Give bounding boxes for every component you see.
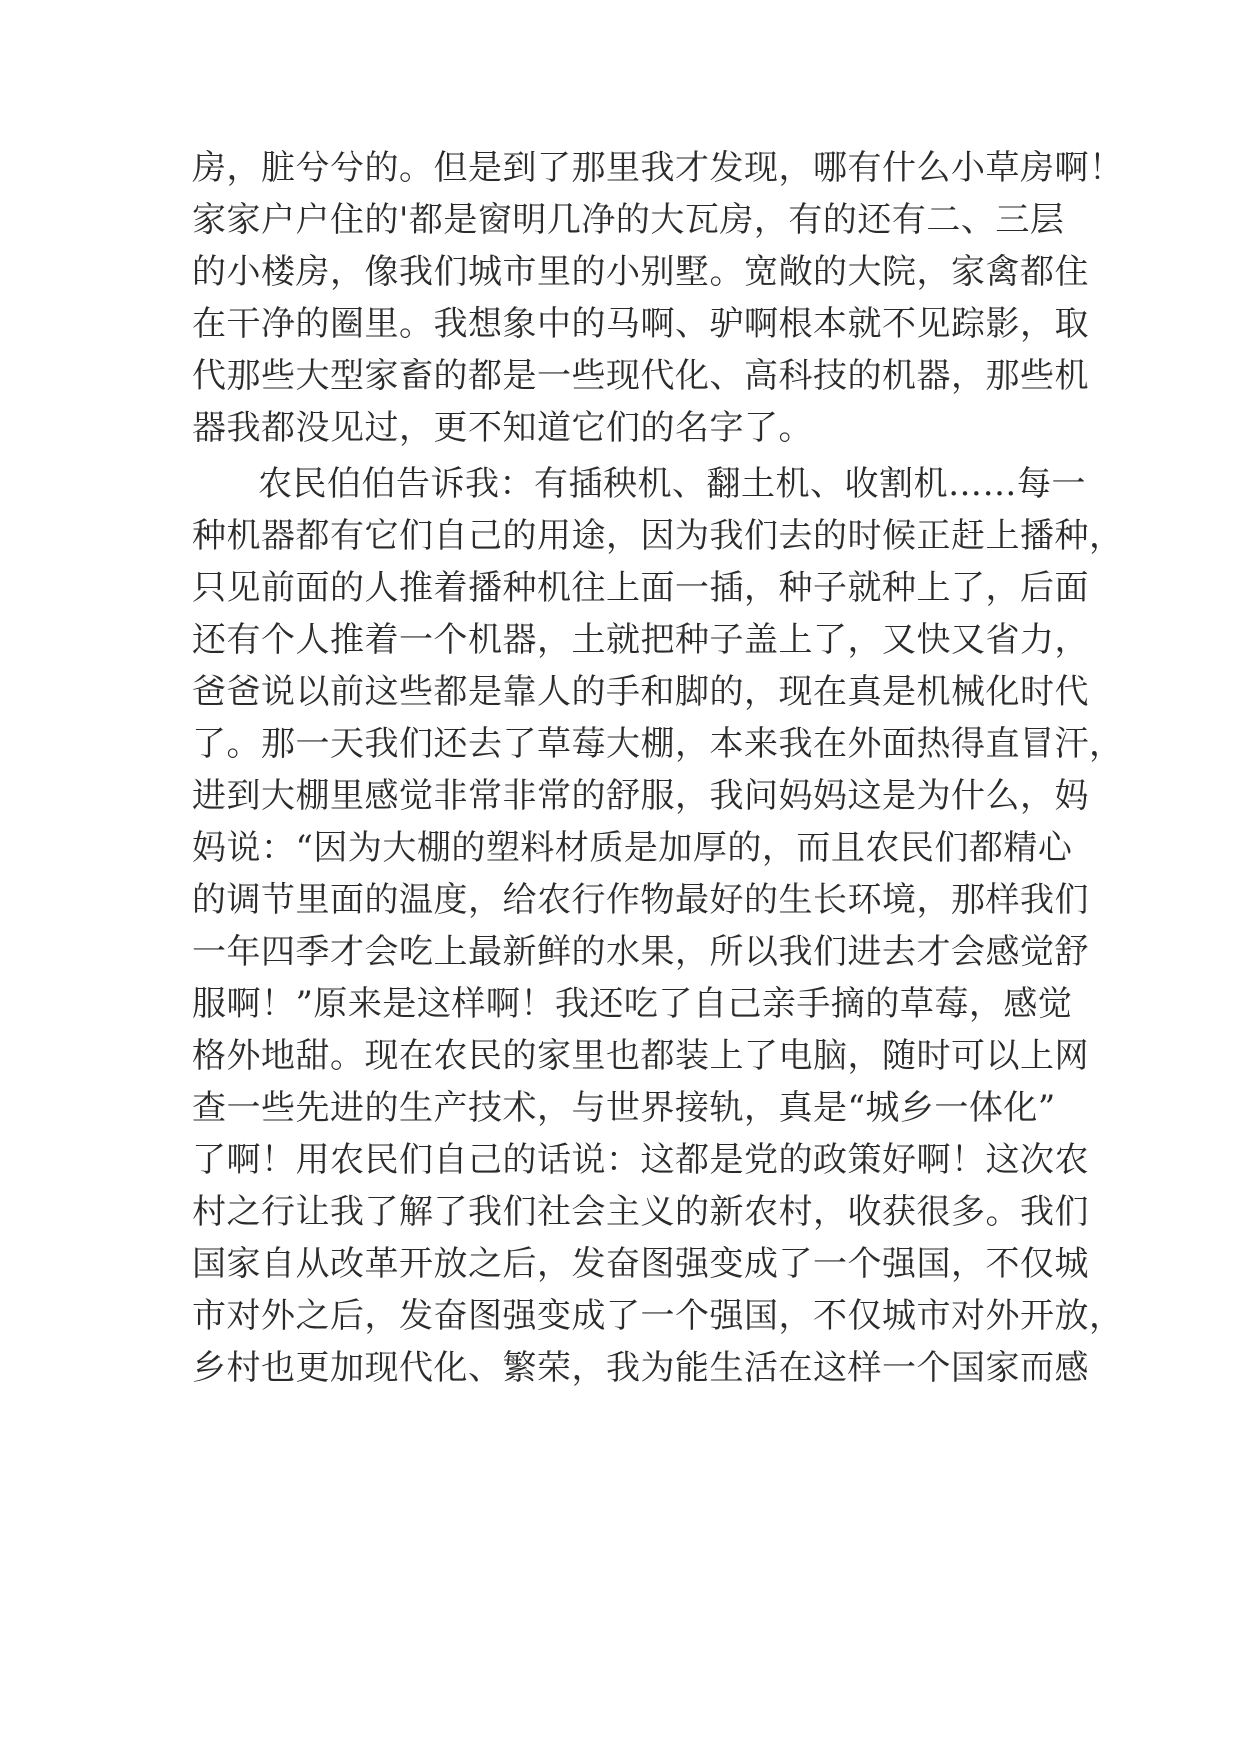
text-line: 乡村也更加现代化、繁荣，我为能生活在这样一个国家而感 bbox=[192, 1348, 1089, 1388]
text-line: 器我都没见过，更不知道它们的名字了。 bbox=[192, 408, 813, 448]
text-line: 种机器都有它们自己的用途，因为我们去的时候正赶上播种， bbox=[192, 516, 1124, 556]
text-line: 村之行让我了解了我们社会主义的新农村，收获很多。我们 bbox=[192, 1192, 1089, 1232]
text-line: 一年四季才会吃上最新鲜的水果，所以我们进去才会感觉舒 bbox=[192, 932, 1089, 972]
text-line: 进到大棚里感觉非常非常的舒服，我问妈妈这是为什么，妈 bbox=[192, 776, 1089, 816]
text-line: 格外地甜。现在农民的家里也都装上了电脑，随时可以上网 bbox=[192, 1036, 1089, 1076]
text-line: 国家自从改革开放之后，发奋图强变成了一个强国，不仅城 bbox=[192, 1244, 1089, 1284]
text-line: 的调节里面的温度，给农行作物最好的生长环境，那样我们 bbox=[192, 880, 1089, 920]
text-line: 妈说：“因为大棚的塑料材质是加厚的，而且农民们都精心 bbox=[192, 828, 1073, 868]
text-line: 爸爸说以前这些都是靠人的手和脚的，现在真是机械化时代 bbox=[192, 672, 1089, 712]
text-line: 在干净的圈里。我想象中的马啊、驴啊根本就不见踪影，取 bbox=[192, 304, 1089, 344]
text-line: 房，脏兮兮的。但是到了那里我才发现，哪有什么小草房啊！ bbox=[192, 148, 1124, 188]
text-line: 代那些大型家畜的都是一些现代化、高科技的机器，那些机 bbox=[192, 356, 1089, 396]
text-line: 市对外之后，发奋图强变成了一个强国，不仅城市对外开放， bbox=[192, 1296, 1124, 1336]
text-line: 查一些先进的生产技术，与世界接轨，真是“城乡一体化” bbox=[192, 1088, 1056, 1128]
text-line: 了啊！用农民们自己的话说：这都是党的政策好啊！这次农 bbox=[192, 1140, 1089, 1180]
text-line: 的小楼房，像我们城市里的小别墅。宽敞的大院，家禽都住 bbox=[192, 252, 1089, 292]
text-line: 了。那一天我们还去了草莓大棚，本来我在外面热得直冒汗， bbox=[192, 724, 1124, 764]
text-line: 家家户户住的'都是窗明几净的大瓦房，有的还有二、三层 bbox=[192, 200, 1065, 240]
text-line: 服啊！”原来是这样啊！我还吃了自己亲手摘的草莓，感觉 bbox=[192, 984, 1073, 1024]
text-line: 只见前面的人推着播种机往上面一插，种子就种上了，后面 bbox=[192, 568, 1089, 608]
text-line: 还有个人推着一个机器，土就把种子盖上了，又快又省力， bbox=[192, 620, 1089, 660]
paragraph-first-line: 农民伯伯告诉我：有插秧机、翻土机、收割机……每一 bbox=[258, 464, 1086, 504]
